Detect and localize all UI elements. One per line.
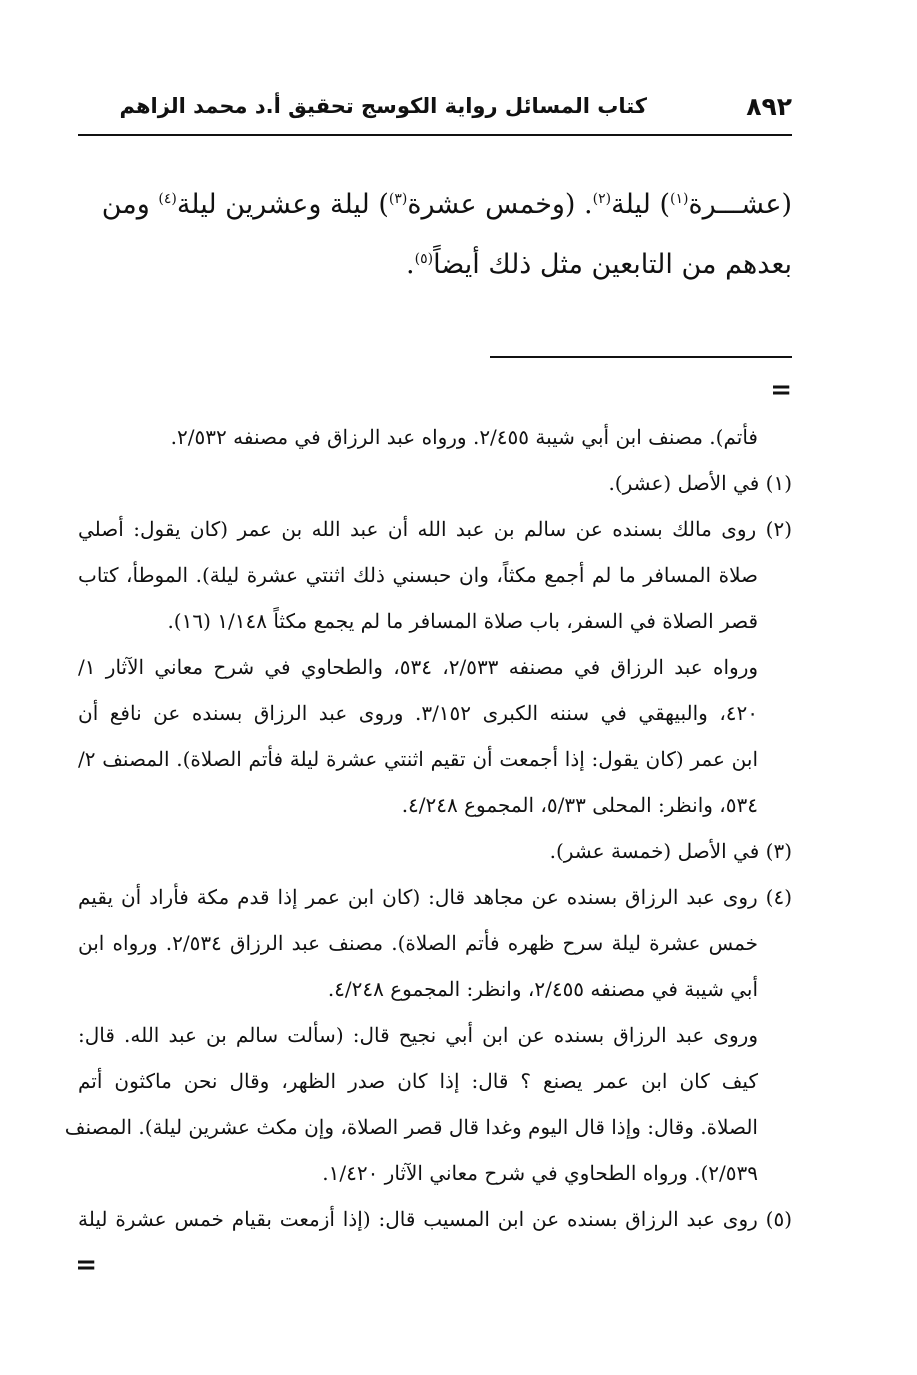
footnote-line: ٤٢٠، والبيهقي في سننه الكبرى ٣/١٥٢. وروى عبد الرزاق بسنده عن نافع أن: [78, 701, 759, 725]
footnote: [64, 874, 792, 1196]
footnote-line: (٣) في الأصل (خمسة عشر).: [549, 839, 792, 863]
page-header: [78, 92, 792, 132]
footnote-line: كيف كان ابن عمر يصنع ؟ قال: إذا كان صدر الظهر، وقال نحن ماكثون أتم: [78, 1069, 758, 1093]
footnote-line: (٤) روى عبد الرزاق بسنده عن مجاهد قال: (كان ابن عمر إذا قدم مكة فأراد أن يقيم: [78, 885, 792, 909]
footnote-ref[interactable]: (٤): [158, 191, 177, 207]
running-title: كتاب المسائل رواية الكوسج تحقيق أ.د محمد الزاهم: [119, 94, 647, 118]
footnote-line: خمس عشرة ليلة سرح ظهره فأتم الصلاة). مصنف عبد الرزاق ٢/٥٣٤. ورواه ابن: [78, 931, 758, 955]
continuation-marker: =: [770, 375, 792, 405]
footnote: [78, 828, 792, 874]
footnote-ref[interactable]: (١): [670, 191, 689, 207]
footnote-line: فأتم). مصنف ابن أبي شيبة ٢/٤٥٥. ورواه عبد الرزاق في مصنفه ٢/٥٣٢.: [170, 425, 758, 449]
footnote: [78, 1196, 792, 1242]
footnote: [78, 506, 792, 828]
footnote-line: (١) في الأصل (عشر).: [608, 471, 792, 495]
main-text-line: [78, 235, 792, 295]
footnote: [78, 460, 792, 506]
footnote-line: قصر الصلاة في السفر، باب صلاة المسافر ما لم يجمع مكثاً ١/١٤٨ (١٦).: [167, 609, 758, 633]
text-run: . (وخمس عشرة: [407, 189, 593, 220]
text-run: ) ليلة وعشرين ليلة: [176, 189, 389, 220]
footnote: [78, 414, 792, 460]
text-run: ) ليلة: [611, 189, 671, 220]
footnote-ref[interactable]: (٢): [592, 191, 612, 207]
footnote-ref[interactable]: (٥): [414, 251, 434, 267]
text-run: ومن: [101, 189, 159, 220]
main-text: [78, 175, 792, 295]
footnote-line: ورواه عبد الرزاق في مصنفه ٢/٥٣٣، ٥٣٤، والطحاوي في شرح معاني الآثار ١/: [78, 655, 759, 679]
footnote-ref[interactable]: (٣): [388, 191, 408, 207]
footnote-line: صلاة المسافر ما لم أجمع مكثاً، وان حبسني ذلك اثنتي عشرة ليلة). الموطأ، كتاب: [78, 563, 758, 587]
footnote-line: وروى عبد الرزاق بسنده عن ابن أبي نجيح قال: (سألت سالم بن عبد الله. قال:: [78, 1023, 758, 1047]
page-number: ٨٩٢: [746, 92, 792, 121]
footnote-line: ابن عمر (كان يقول: إذا أجمعت أن تقيم اثنتي عشرة ليلة فأتم الصلاة). المصنف ٢/: [78, 747, 758, 771]
main-text-line: [78, 175, 792, 235]
continuation-marker-bottom: =: [75, 1250, 97, 1280]
footnote-line: أبي شيبة في مصنفه ٢/٤٥٥، وانظر: المجموع ٤/٢٤٨.: [327, 977, 758, 1001]
footnote-line: ٥٣٤، وانظر: المحلى ٥/٣٣، المجموع ٤/٢٤٨.: [401, 793, 758, 817]
footnotes: [64, 414, 792, 1242]
text-run: بعدهم من التابعين مثل ذلك أيضاً: [433, 249, 792, 280]
footnote-line: ٢/٥٣٩). ورواه الطحاوي في شرح معاني الآثار ١/٤٢٠.: [322, 1161, 758, 1185]
text-run: (عشـــرة: [688, 189, 792, 220]
footnote-line: الصلاة. وقال: وإذا قال اليوم وغدا قال قصر الصلاة، وإن مكث عشرين ليلة). المصنف: [64, 1115, 758, 1139]
text-run: .: [406, 249, 415, 280]
header-rule: [78, 134, 792, 136]
footnote-separator: [490, 356, 792, 358]
footnote-line: (٢) روى مالك بسنده عن سالم بن عبد الله أن عبد الله بن عمر (كان يقول: أصلي: [78, 517, 792, 541]
footnote-line: (٥) روى عبد الرزاق بسنده عن ابن المسيب قال: (إذا أزمعت بقيام خمس عشرة ليلة: [78, 1207, 792, 1231]
